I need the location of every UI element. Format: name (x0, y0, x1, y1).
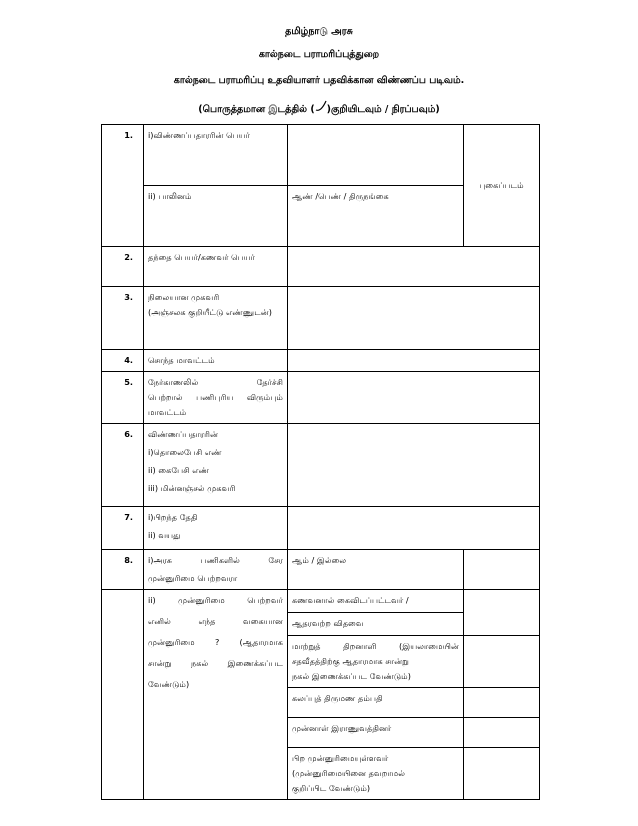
row-number: 6. (102, 424, 144, 507)
instruction-part-a: (பொருத்தமான இடத்தில் ( (198, 104, 315, 115)
option-deserted-mark[interactable] (464, 590, 540, 636)
row-number: 4. (102, 350, 144, 372)
birth-field[interactable] (288, 507, 540, 550)
header-form-title: கால்நடை பராமரிப்பு உதவியாளர் பதவிக்கான விண்ணப்ப படிவம். (173, 75, 465, 86)
father-name-label: தந்தை பெயர்/கணவர் பெயர் (144, 247, 288, 287)
row-number: 2. (102, 247, 144, 287)
priority-type-line: சான்று நகல் இணைக்கப்பட (148, 658, 283, 668)
row-applicant-name (102, 125, 540, 186)
priority-type-line: முன்னுரிமை ? (ஆதாரமாக (148, 637, 283, 647)
row-number: 5. (102, 372, 144, 424)
applicant-name-field[interactable] (288, 125, 464, 186)
preferred-district-line: நேர்காணலில் தேர்ச்சி (148, 377, 283, 387)
application-form-table (101, 124, 540, 800)
option-disabled-line: மாற்றுத் திறனாளி (இயலாமையின் (292, 641, 459, 651)
option-disabled-line: சதவீதத்திற்கு ஆதாரமாக சான்று (292, 656, 409, 666)
address-label-line: நிலையான முகவரி (148, 292, 220, 302)
age-label: ii) வயது (148, 530, 181, 540)
option-intercaste-mark[interactable] (464, 688, 540, 718)
birth-label (144, 507, 288, 550)
row-preferred-district (102, 372, 540, 424)
dob-label: i)பிறந்த தேதி (148, 512, 198, 522)
govt-priority-line: முன்னுரிமை பெற்றவரா (148, 573, 238, 583)
header-government: தமிழ்நாடு அரசு (285, 26, 353, 37)
row-number-empty (102, 590, 144, 800)
option-intercaste: கலப்புத் திருமண தம்பதி (288, 688, 464, 718)
option-other-line: குறிப்பிட வேண்டும்) (292, 783, 371, 793)
tick-mark-icon (315, 100, 327, 115)
home-district-field[interactable] (288, 350, 540, 372)
row-birth (102, 507, 540, 550)
option-deserted: கணவனால் கைவிடப்பட்டவர் / (288, 590, 464, 613)
row-number: 3. (102, 287, 144, 350)
yes-no-options[interactable]: ஆம் / இல்லை (288, 550, 464, 590)
option-disabled-line: நகல் இணைக்கப்பட வேண்டும்) (292, 671, 411, 681)
preferred-district-field[interactable] (288, 372, 540, 424)
applicant-name-label: i)விண்ணப்பதாரரின் பெயர் (144, 125, 288, 186)
gender-options[interactable]: ஆண் /பெண் / திருநங்கை (288, 186, 464, 247)
option-ex-servicemen-mark[interactable] (464, 718, 540, 748)
option-other (288, 748, 464, 800)
row-number: 8. (102, 550, 144, 590)
row-father-name (102, 247, 540, 287)
govt-priority-label (144, 550, 288, 590)
priority-type-line: ii) முன்னுரிமை பெற்றவர் (148, 595, 283, 605)
header-instruction (0, 100, 638, 116)
email-label: iii) மின்னஞ்சல் முகவரி (148, 483, 236, 493)
contact-label (144, 424, 288, 507)
option-other-line: (முன்னுரிமையினை தவறாமல் (292, 768, 406, 778)
option-widow: ஆதரவற்ற விதவை (288, 613, 464, 636)
preferred-district-line: பெற்றால் பணிபுரிய விரும்பும் (148, 392, 283, 402)
photo-box[interactable]: புகைப்படம் (464, 125, 540, 247)
row-contact (102, 424, 540, 507)
option-ex-servicemen: முன்னாள் இராணுவத்தினர் (288, 718, 464, 748)
row-number: 7. (102, 507, 144, 550)
priority-type-line: வேண்டும்) (148, 679, 190, 689)
row-priority-type (102, 590, 540, 613)
row-number: 1. (102, 125, 144, 247)
contact-label-line: விண்ணப்பதாரரின் (148, 429, 219, 439)
option-disabled-mark[interactable] (464, 636, 540, 688)
address-label (144, 287, 288, 350)
contact-field[interactable] (288, 424, 540, 507)
phone-label: i)தொலைபேசி எண் (148, 447, 222, 457)
mobile-label: ii) கைபேசி எண் (148, 465, 210, 475)
gender-label: ii) பாலினம் (144, 186, 288, 247)
priority-type-line: எனில் எந்த வகையான (148, 616, 283, 626)
preferred-district-line: மாவட்டம் (148, 407, 187, 417)
preferred-district-label (144, 372, 288, 424)
option-disabled (288, 636, 464, 688)
father-name-field[interactable] (288, 247, 540, 287)
header-department: கால்நடை பராமரிப்புத்துறை (258, 49, 380, 60)
home-district-label: சொந்த மாவட்டம் (144, 350, 288, 372)
row-home-district (102, 350, 540, 372)
priority-type-label (144, 590, 288, 800)
row-govt-priority (102, 550, 540, 590)
address-label-line: (அஞ்சலக குறியீட்டு எண்ணுடன்) (148, 307, 272, 317)
row-address (102, 287, 540, 350)
option-other-mark[interactable] (464, 748, 540, 800)
govt-priority-blank[interactable] (464, 550, 540, 590)
option-other-line: பிற முன்னுரிமையுள்ளவர் (292, 753, 389, 763)
address-field[interactable] (288, 287, 540, 350)
govt-priority-line: i)அரசு பணிகளில் சேர (148, 555, 283, 565)
instruction-part-b: )குறியிடவும் / நிரப்பவும்) (326, 104, 440, 115)
